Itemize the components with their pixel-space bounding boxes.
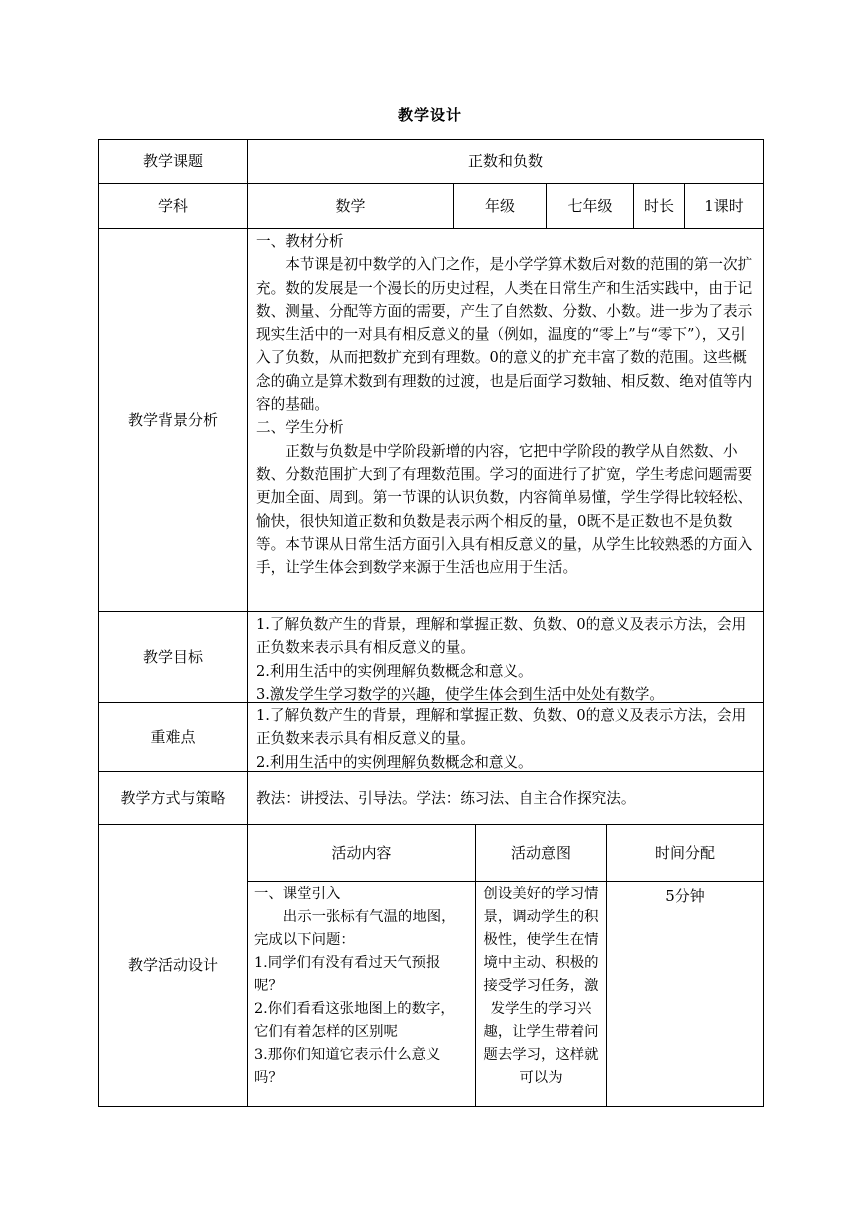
topic-label: 教学课题 — [142, 152, 203, 170]
subject-label: 学科 — [157, 196, 188, 215]
key-points-label: 重难点 — [150, 727, 196, 746]
objective-item: 2.利用生活中的实例理解负数概念和意义。 — [256, 662, 533, 680]
background-material-text: 本节课是初中数学的入门之作，是小学学算术数后对数的范围的第一次扩充。数的发展是一个漫长的历史过程，人类在日常生产和生活实践中，由于记数、测量、分配等方面的需要，产生了自然数、分数、小数。进一步为了表示现实生活中的一对具有相反意义的量（例如，温度的“零上”与“零下”），又引入了负数，从而把数扩充到有理数。0的意义的扩充丰富了数的范围。这些概念的确立是算术数到有理数的过渡，也是后面学习数轴、相反数、绝对值等内容的基础。 — [256, 256, 753, 414]
key-point-item: 2.利用生活中的实例理解负数概念和意义。 — [256, 753, 533, 771]
duration-label: 时长 — [643, 196, 674, 215]
activity-content-line: 出示一张标有气温的地图，完成以下问题： — [254, 909, 456, 948]
grade-label: 年级 — [484, 196, 515, 215]
objectives-content — [248, 612, 763, 702]
objectives-label: 教学目标 — [142, 647, 203, 666]
background-heading-material: 一、教材分析 — [256, 233, 344, 250]
activities-label: 教学活动设计 — [127, 956, 218, 974]
activity-content-heading: 一、课堂引入 — [254, 886, 341, 902]
methods-label: 教学方式与策略 — [120, 788, 226, 807]
activity-header-content: 活动内容 — [331, 843, 392, 862]
topic-value: 正数和负数 — [467, 152, 543, 170]
background-student-text: 正数与负数是中学阶段新增的内容，它把中学阶段的教学从自然数、小数、分数范围扩大到了有理数范围。学习的面进行了扩宽，学生考虑问题需要更加全面、周到。第一节课的认识负数，内容简单易懂，学生学得比较轻松、愉快，很快知道正数和负数是表示两个相反的量，0既不是正数也不是负数等。本节课从日常生活方面引入具有相反意义的量，从学生比较熟悉的方面入手，让学生体会到数学来源于生活也应用于生活。 — [256, 442, 753, 577]
background-heading-student: 二、学生分析 — [256, 419, 344, 437]
activity-header-intent: 活动意图 — [510, 843, 571, 862]
subject-value: 数学 — [335, 196, 366, 215]
background-content — [248, 229, 763, 611]
activity-content-line: 3.那你们知道它表示什么意义吗？ — [254, 1047, 441, 1086]
methods-value: 教法：讲授法、引导法。学法：练习法、自主合作探究法。 — [256, 789, 636, 807]
objective-item: 3.激发学生学习数学的兴趣，使学生体会到生活中处处有数学。 — [256, 685, 664, 703]
key-point-item: 1.了解负数产生的背景，理解和掌握正数、负数、0的意义及表示方法，会用正负数来表示具有相反意义的量。 — [256, 707, 747, 748]
background-label: 教学背景分析 — [127, 410, 218, 429]
activity-intent-cell: 创设美好的学习情景，调动学生的积极性，使学生在情境中主动、积极的接受学习任务，激发学生的学习兴趣，让学生带着问题去学习，这样就可以为 — [483, 886, 599, 1086]
objective-item: 1.了解负数产生的背景，理解和掌握正数、负数、0的意义及表示方法，会用正负数来表示具有相反意义的量。 — [256, 616, 747, 657]
duration-value: 1课时 — [704, 196, 744, 215]
activity-time-cell: 5分钟 — [665, 887, 705, 905]
document-title: 教学设计 — [397, 106, 462, 124]
grade-value: 七年级 — [567, 196, 613, 215]
activity-content-line: 1.同学们有没有看过天气预报呢？ — [254, 955, 441, 994]
activity-content-line: 2.你们看看这张地图上的数字，它们有着怎样的区别呢 — [254, 1001, 455, 1040]
activity-content-cell — [248, 882, 475, 1106]
key-points-content — [248, 703, 763, 771]
activity-header-time: 时间分配 — [654, 843, 715, 862]
